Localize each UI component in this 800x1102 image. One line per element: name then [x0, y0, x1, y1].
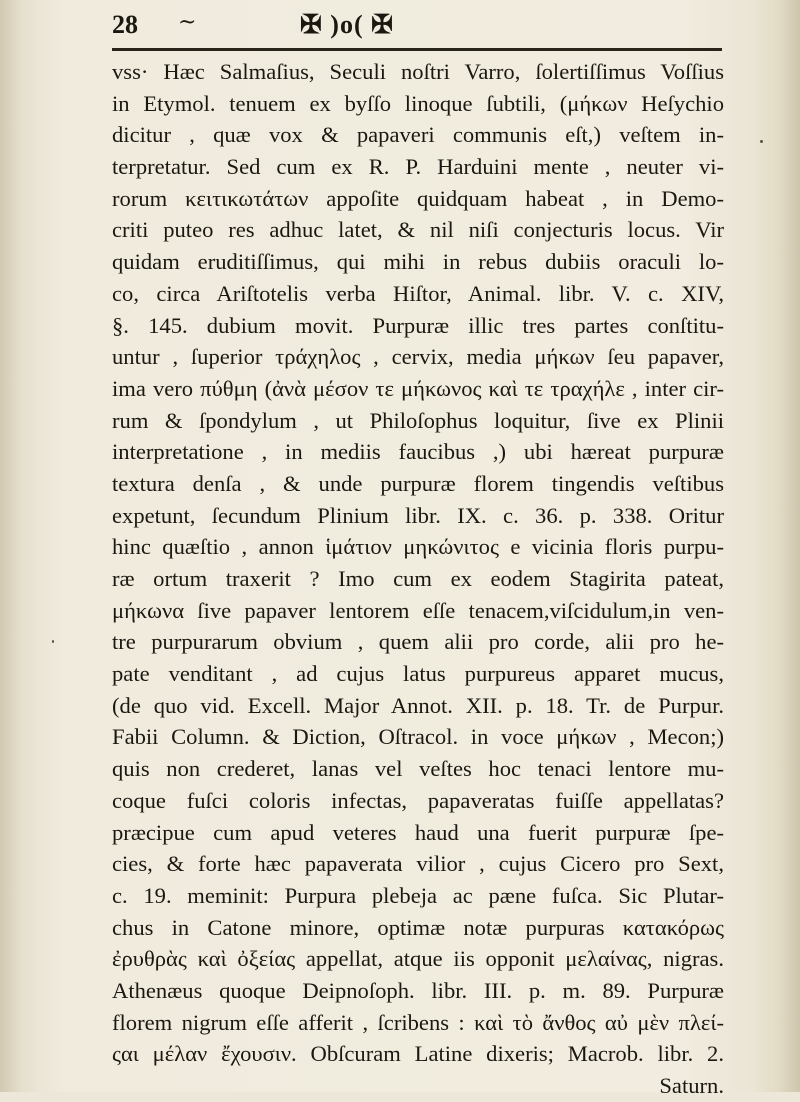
page-edge-shadow — [754, 0, 800, 1092]
page-number: 28 — [112, 10, 138, 39]
text-line: ἐρυθρὰς καὶ ὀξείας appellat, atque iis opponit μελαίνας, nigras. — [112, 946, 724, 972]
text-line: terpretatur. Sed cum ex R. P. Harduini mente , neuter vi- — [112, 154, 724, 180]
text-line: quidam eruditiſſimus, qui mihi in rebus dubiis oraculi lo- — [112, 249, 724, 275]
text-line: coque fuſci coloris infectas, papaveratas fuiſſe appellatas? — [112, 787, 724, 813]
text-line: in Etymol. tenuem ex byſſo linoque ſubtili, (μήκων Heſychio — [112, 90, 724, 116]
header-mark: ~ — [178, 10, 197, 35]
text-line: Fabii Column. & Diction, Oſtracol. in voce μήκων , Mecon;) — [112, 724, 724, 750]
page-gutter-shadow — [0, 0, 38, 1092]
text-line: Saturn. — [659, 1073, 724, 1098]
text-line: (de quo vid. Excell. Major Annot. XII. p. 18. Tr. de Purpur. — [112, 692, 724, 718]
text-line: præcipue cum apud veteres haud una fuerit purpuræ ſpe- — [112, 819, 724, 845]
text-line: florem nigrum eſſe afferit , ſcribens : καὶ τὸ ἄνθος αὐ μὲν πλεί- — [112, 1009, 724, 1035]
ink-speck — [760, 140, 763, 143]
text-line: textura denſa , & unde purpuræ florem tingendis veſtibus — [112, 470, 724, 496]
text-line: interpretatione , in mediis faucibus ,) ubi hæreat purpuræ — [112, 439, 724, 465]
text-line: rorum κειτικωτάτων appoſite quidquam habeat , in Demo- — [112, 185, 724, 211]
text-line: pate venditant , ad cujus latus purpureus apparet mucus, — [112, 661, 724, 687]
text-line: cies, & forte hæc papaverata vilior , cujus Cicero pro Sext, — [112, 851, 724, 877]
text-line: quis non crederet, lanas vel veſtes hoc tenaci lentore mu- — [112, 756, 724, 782]
text-line: rum & ſpondylum , ut Philoſophus loquitur, ſive ex Plinii — [112, 407, 724, 433]
text-line: criti puteo res adhuc latet, & nil niſi conjecturis locus. Vir — [112, 217, 724, 243]
body-text — [112, 56, 724, 1102]
text-line: μήκωνα ſive papaver lentorem eſſe tenacem,viſcidulum,in ven- — [112, 597, 724, 623]
text-line: §. 145. dubium movit. Purpuræ illic tres partes conſtitu- — [112, 312, 724, 338]
text-line: c. 19. meminit: Purpura plebeja ac pæne fuſca. Sic Plutar- — [112, 882, 724, 908]
running-header — [0, 10, 800, 44]
text-line: untur , ſuperior τράχηλος , cervix, media μήκων ſeu papaver, — [112, 344, 724, 370]
text-line: tre purpurarum obvium , quem alii pro corde, alii pro he- — [112, 629, 724, 655]
text-line: ςαι μέλαν ἔχουσιν. Obſcuram Latine dixeris; Macrob. libr. 2. — [112, 1041, 724, 1067]
text-line: co, circa Ariſtotelis verba Hiſtor, Animal. libr. V. c. XIV, — [112, 280, 724, 306]
text-line: hinc quæſtio , annon ἱμάτιον μηκώνιτος e vicinia floris purpu- — [112, 534, 724, 560]
text-line: ræ ortum traxerit ? Imo cum ex eodem Stagirita pateat, — [112, 566, 724, 591]
header-rule — [112, 48, 722, 51]
text-line: chus in Catone minore, optimæ notæ purpuras κατακόρως — [112, 914, 724, 940]
text-line: dicitur , quæ vox & papaveri communis eſt,) veſtem in- — [112, 122, 724, 148]
text-line: Athenæus quoque Deipnoſoph. libr. III. p. m. 89. Purpuræ — [112, 977, 724, 1003]
header-ornament: ✠ )o( ✠ — [300, 10, 394, 39]
text-line: vss· Hæc Salmaſius, Seculi noſtri Varro, ſolertiſſimus Voſſius — [112, 59, 724, 84]
text-line: ima vero πύθμη (ἀνὰ μέσον τε μήκωνος καὶ τε τραχήλε , inter cir- — [112, 375, 724, 401]
text-line: expetunt, ſecundum Plinium libr. IX. c. 36. p. 338. Oritur — [112, 502, 724, 528]
ink-speck — [52, 640, 54, 643]
